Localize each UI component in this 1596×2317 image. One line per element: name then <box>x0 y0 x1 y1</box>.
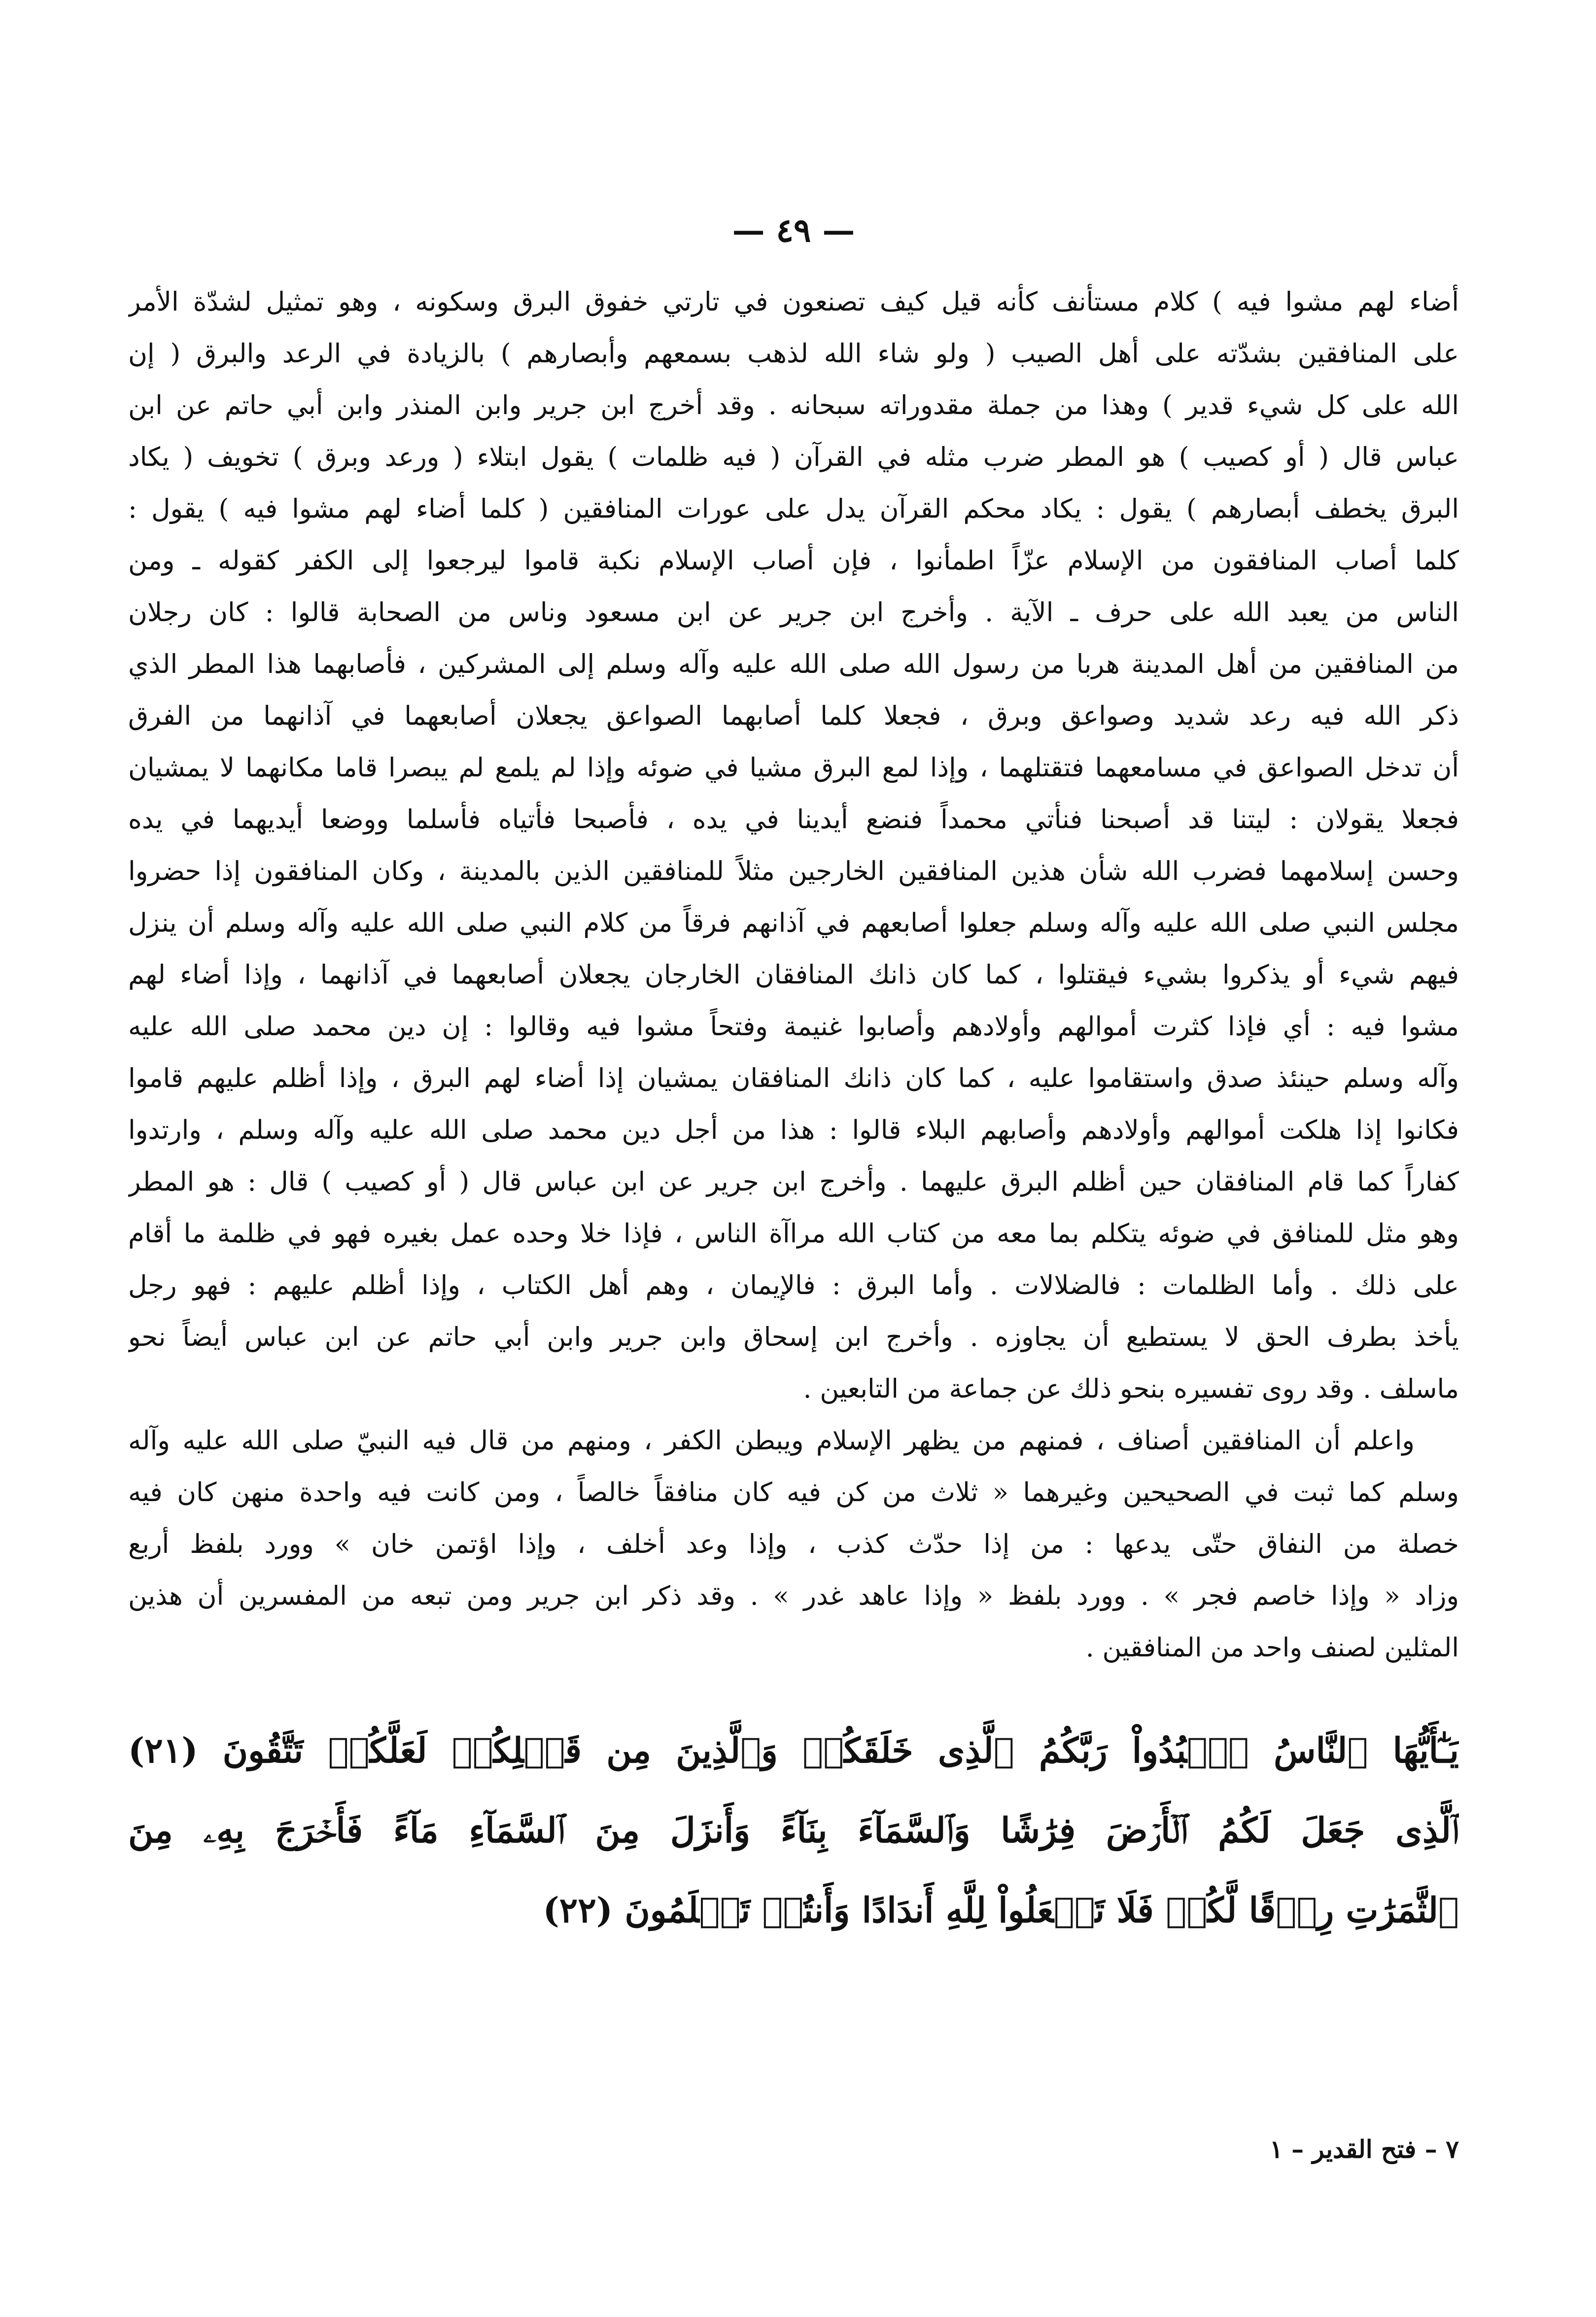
text-line: مشوا فيه : أي فإذا كثرت أموالهم وأولادهم وأصابوا غنيمة وفتحاً مشوا فيه وقالوا : إن دين محمد صلى الله عليه <box>128 1012 1459 1042</box>
text-line: خصلة من النفاق حتّى يدعها : من إذا حدّث كذب ، وإذا وعد أخلف ، وإذا اؤتمن خان » وورد بلفظ أربع <box>128 1529 1459 1559</box>
text-line: على ذلك . وأما الظلمات : فالضلالات . وأما البرق : فالإيمان ، وهم أهل الكتاب ، وإذا أظلم عليهم : فهو رجل <box>128 1270 1459 1300</box>
text-line: ماسلف . وقد روى تفسيره بنحو ذلك عن جماعة من التابعين . <box>803 1374 1459 1404</box>
text-line: أن تدخل الصواعق في مسامعهما فتقتلهما ، وإذا لمع البرق مشيا في ضوئه وإذا لم يلمع لم يبصرا قاما مكانهما لا يمشيان <box>128 753 1459 783</box>
text-line: وسلم كما ثبت في الصحيحين وغيرهما « ثلاث من كن فيه كان منافقاً خالصاً ، ومن كانت فيه واحدة منهن كان فيه <box>128 1477 1459 1508</box>
text-line: فكانوا إذا هلكت أموالهم وأولادهم وأصابهم البلاء قالوا : هذا من أجل دين محمد صلى الله عليه وآله وسلم ، وارتدوا <box>128 1115 1459 1145</box>
text-line: المثلين لصنف واحد من المنافقين . <box>1085 1633 1459 1663</box>
text-line: وهو مثل للمنافق في ضوئه يتكلم بما معه من كتاب الله مراآة الناس ، فإذا خلا وحده عمل بغيره فهو في ظلمة ما أقام <box>128 1219 1459 1249</box>
text-line: وآله وسلم حينئذ صدق واستقاموا عليه ، كما كان ذانك المنافقان يمشيان إذا أضاء لهم البرق ، وإذا أظلم عليهم قاموا <box>128 1063 1459 1093</box>
quran-verse-block <box>128 1711 1459 2026</box>
text-line: عباس قال ( أو كصيب ) هو المطر ضرب مثله في القرآن ( فيه ظلمات ) يقول ابتلاء ( ورعد وبرق ) تخويف ( يكاد <box>128 442 1459 472</box>
text-line: وحسن إسلامهما فضرب الله شأن هذين المنافقين الخارجين مثلاً للمنافقين الذين بالمدينة ، وكان المنافقون إذا حضروا <box>128 856 1459 886</box>
text-line: فجعلا يقولان : ليتنا قد أصبحنا فنأتي محمداً فنضع أيدينا في يده ، فأصبحا فأتياه فأسلما ووضعا أيديهما في يده <box>128 805 1459 835</box>
text-line: الله على كل شيء قدير ) وهذا من جملة مقدوراته سبحانه . وقد أخرج ابن جرير وابن المنذر وابن أبي حاتم عن ابن <box>128 390 1459 421</box>
text-line: البرق يخطف أبصارهم ) يقول : يكاد محكم القرآن يدل على عورات المنافقين ( كلما أضاء لهم مشوا فيه ) يقول : <box>128 494 1459 524</box>
commentary-text <box>128 276 1459 1706</box>
text-line: مجلس النبي صلى الله عليه وآله وسلم جعلوا أصابعهم في آذانهم فرقاً من كلام النبي صلى الله عليه وآله وسلم أن ينزل <box>128 908 1459 938</box>
signature-mark: ٧ – فتح القدير – ١ <box>1269 2135 1459 2164</box>
text-line: يأخذ بطرف الحق لا يستطيع أن يجاوزه . وأخرج ابن إسحاق وابن جرير وابن أبي حاتم عن ابن عباس أيضاً نحو <box>128 1322 1459 1352</box>
text-line: أضاء لهم مشوا فيه ) كلام مستأنف كأنه قيل كيف تصنعون في تارتي خفوق البرق وسكونه ، وهو تمثيل لشدّة الأمر <box>128 287 1459 317</box>
text-line: من المنافقين من أهل المدينة هربا من رسول الله صلى الله عليه وآله وسلم إلى المشركين ، فأصابهما هذا المطر الذي <box>128 649 1459 679</box>
book-page <box>128 0 1459 2317</box>
text-line: واعلم أن المنافقين أصناف ، فمنهم من يظهر الإسلام ويبطن الكفر ، ومنهم من قال فيه النبيّ صلى الله عليه وآله <box>128 1426 1415 1456</box>
text-line: الناس من يعبد الله على حرف ـ الآية . وأخرج ابن جرير عن ابن مسعود وناس من الصحابة قالوا : كان رجلان <box>128 597 1459 628</box>
text-line: ذكر الله فيه رعد شديد وصواعق وبرق ، فجعلا كلما أصابهما الصواعق يجعلان أصابعهما في آذانهما من الفرق <box>128 701 1459 731</box>
text-line: وزاد « وإذا خاصم فجر » . وورد بلفظ « وإذا عاهد غدر » . وقد ذكر ابن جرير ومن تبعه من المفسرين أن هذين <box>128 1581 1459 1611</box>
text-line: كلما أصاب المنافقون من الإسلام عزّاً اطمأنوا ، فإن أصاب الإسلام نكبة قاموا ليرجعوا إلى الكفر كقوله ـ ومن <box>128 546 1459 576</box>
verse-line: ٱلَّذِى جَعَلَ لَكُمُ ٱلۡأَرۡضَ فِرَٰشًا وَٱلسَّمَآءَ بِنَآءً وَأَنزَلَ مِنَ ٱلسَّمَآءِ مَآءً فَأَخۡرَجَ بِهِۦ مِنَ <box>128 1810 1459 1851</box>
text-line: فيهم شيء أو يذكروا بشيء فيقتلوا ، كما كان ذانك المنافقان الخارجان يجعلان أصابعهما في آذانهما ، وإذا أضاء لهم <box>128 960 1459 990</box>
text-line: على المنافقين بشدّته على أهل الصيب ( ولو شاء الله لذهب بسمعهم وأبصارهم ) بالزيادة في الرعد والبرق ( إن <box>128 339 1459 369</box>
text-line: كفاراً كما قام المنافقان حين أظلم البرق عليهما . وأخرج ابن جرير عن ابن عباس قال ( أو كصيب ) قال : هو المطر <box>128 1167 1459 1197</box>
page-number: — ٤٩ — <box>732 211 855 249</box>
verse-line: ٱلثَّمَرَٰتِ رِزۡقًا لَّكُمۡ فَلَا تَجۡعَلُواْ لِلَّهِ أَندَادًا وَأَنتُمۡ تَعۡلَمُونَ (٢٢) <box>543 1890 1459 1931</box>
verse-line: يَـٰٓأَيُّهَا ٱلنَّاسُ ٱعۡبُدُواْ رَبَّكُمُ ٱلَّذِى خَلَقَكُمۡ وَٱلَّذِينَ مِن قَبۡلِكُمۡ لَعَلَّكُمۡ تَتَّقُونَ (٢١) <box>128 1730 1459 1771</box>
